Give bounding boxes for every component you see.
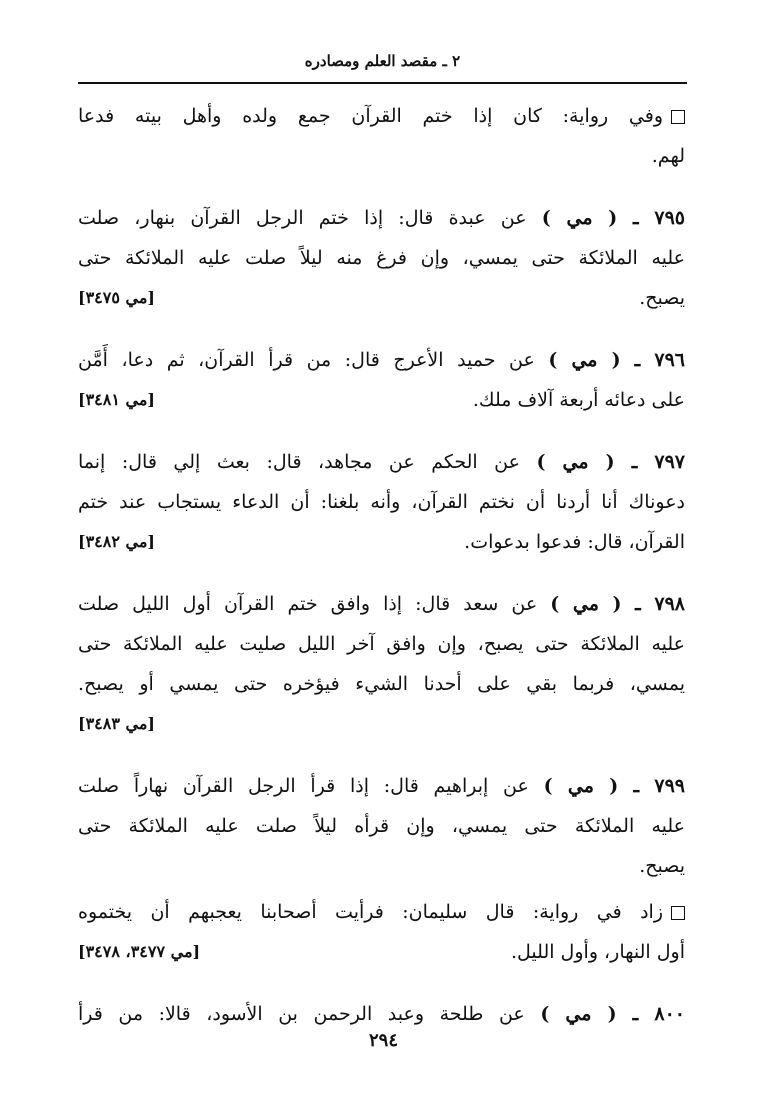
hadith-number: ٧٩٩ ـ ( مي ) [543, 775, 685, 797]
hadith-number: ٧٩٥ ـ ( مي ) [541, 207, 685, 229]
narration-variant [78, 96, 685, 176]
text-line: دعوناك أنا أردنا أن نختم القرآن، وأنه بلغنا: أن الدعاء يستجاب عند ختم [78, 491, 685, 513]
hadith-number: ٧٩٦ ـ ( مي ) [548, 349, 685, 371]
source-reference: [مي ٣٤٨٢] [78, 532, 155, 551]
text-line: ٧٩٧ ـ ( مي ) عن الحكم عن مجاهد، قال: بعث إلي قال: إنما [78, 451, 685, 473]
text-line: يصبح. [مي ٣٤٧٥] [78, 278, 685, 318]
text-line: زاد في رواية: قال سليمان: فرأيت أصحابنا يعجبهم أن يختموه [78, 892, 685, 932]
text-line: وفي رواية: كان إذا ختم القرآن جمع ولده وأهل بيته فدعا [78, 96, 685, 136]
source-reference: [مي ٣٤٧٧، ٣٤٧٨] [78, 942, 201, 961]
text-line: أول النهار، وأول الليل. [مي ٣٤٧٧، ٣٤٧٨] [78, 932, 685, 972]
hadith-797 [78, 442, 685, 562]
text-line: ٨٠٠ ـ ( مي ) عن طلحة وعبد الرحمن بن الأسود، قالا: من قرأ [78, 1003, 685, 1025]
page-number: ٢٩٤ [368, 1030, 398, 1051]
text-line: عليه الملائكة حتى يمسي، وإن قرأه ليلاً صلت عليه الملائكة حتى [78, 815, 685, 837]
text-line: يمسي، فربما بقي على أحدنا الشيء فيؤخره حتى يمسي أو يصبح. [78, 673, 685, 695]
hadith-800 [78, 994, 685, 1034]
running-header: ٢ ـ مقصد العلم ومصادره [304, 52, 461, 70]
header-rule [78, 82, 687, 84]
source-reference: [مي ٣٤٨٣] [78, 714, 155, 733]
source-reference: [مي ٣٤٨١] [78, 390, 155, 409]
text-line: على دعائه أربعة آلاف ملك. [مي ٣٤٨١] [78, 380, 685, 420]
text-line: يصبح. [639, 855, 685, 877]
text-line: ٧٩٥ ـ ( مي ) عن عبدة قال: إذا ختم الرجل القرآن بنهار، صلت [78, 207, 685, 229]
text-line: عليه الملائكة حتى يصبح، وإن وافق آخر الليل صليت عليه الملائكة حتى [78, 633, 685, 655]
hadith-796 [78, 340, 685, 420]
hadith-795 [78, 198, 685, 318]
text-line: ٧٩٨ ـ ( مي ) عن سعد قال: إذا وافق ختم القرآن أول الليل صلت [78, 593, 685, 615]
text-line: عليه الملائكة حتى يمسي، وإن فرغ منه ليلاً صلت عليه الملائكة حتى [78, 247, 685, 269]
hadith-798 [78, 584, 685, 744]
square-bullet-icon [671, 906, 685, 920]
hadith-799 [78, 766, 685, 886]
narration-addition [78, 892, 685, 972]
text-line: القرآن، قال: فدعوا بدعوات. [مي ٣٤٨٢] [78, 522, 685, 562]
hadith-number: ٧٩٧ ـ ( مي ) [536, 451, 685, 473]
source-reference: [مي ٣٤٧٥] [78, 288, 155, 307]
page-body [78, 96, 685, 1034]
text-line: لهم. [651, 145, 685, 167]
text-line [78, 704, 685, 744]
square-bullet-icon [671, 110, 685, 124]
hadith-number: ٨٠٠ ـ ( مي ) [540, 1003, 685, 1025]
text-line: ٧٩٩ ـ ( مي ) عن إبراهيم قال: إذا قرأ الرجل القرآن نهاراً صلت [78, 775, 685, 797]
text-line: ٧٩٦ ـ ( مي ) عن حميد الأعرج قال: من قرأ القرآن، ثم دعا، أَمَّن [78, 349, 685, 371]
hadith-number: ٧٩٨ ـ ( مي ) [550, 593, 685, 615]
